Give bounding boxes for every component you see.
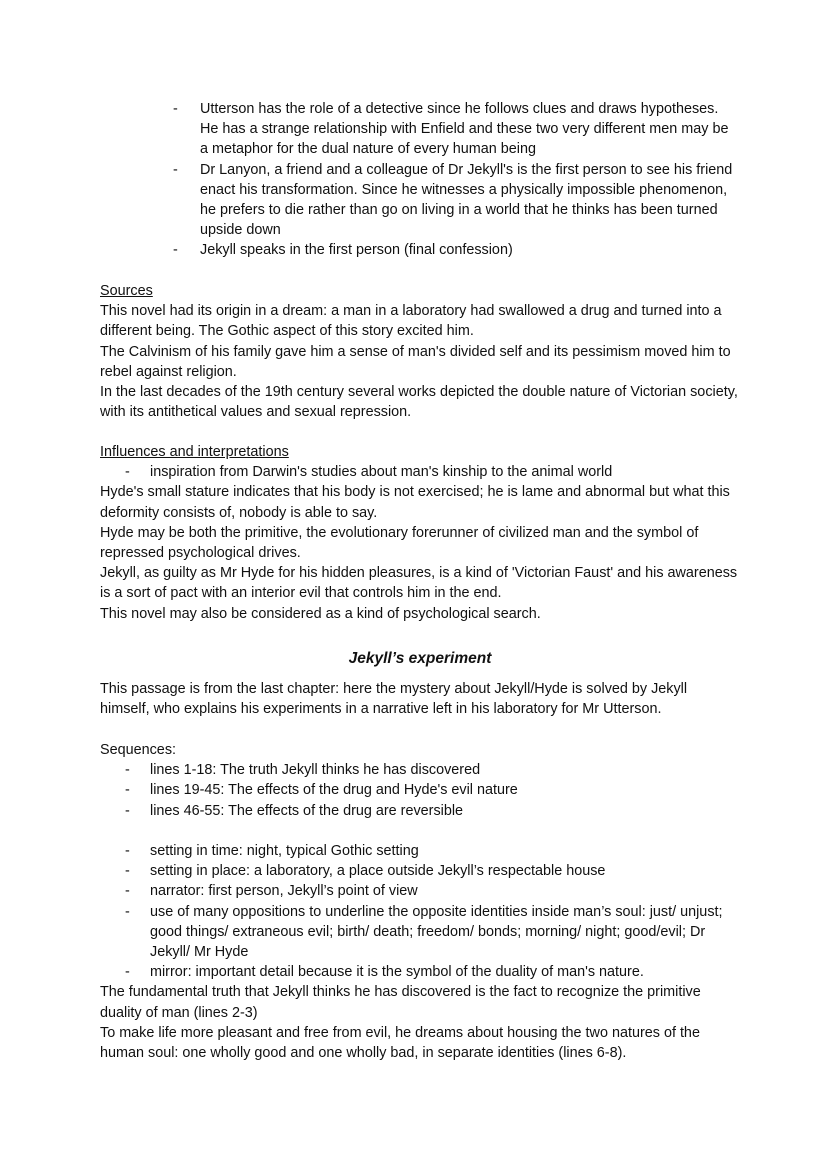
experiment-title-wrap <box>100 649 740 669</box>
list-item-text: narrator: first person, Jekyll’s point of view <box>150 883 418 900</box>
sources-paragraph: In the last decades of the 19th century several works depicted the double nature of Victorian society, with its antithetical values and sexual repression. <box>100 384 738 421</box>
list-item <box>100 760 740 780</box>
closing-paragraph: The fundamental truth that Jekyll thinks he has discovered is the fact to recognize the primitive duality of man (lines 2-3) <box>100 984 701 1021</box>
dash-bullet: - <box>125 762 130 779</box>
list-item <box>100 240 740 260</box>
list-item <box>100 462 740 482</box>
features-section <box>100 841 740 1063</box>
list-item <box>100 99 740 160</box>
list-item-text: Jekyll speaks in the first person (final confession) <box>200 242 513 259</box>
dash-bullet: - <box>173 161 178 178</box>
list-item-text: lines 46-55: The effects of the drug are reversible <box>150 802 464 819</box>
experiment-intro-paragraph: This passage is from the last chapter: here the mystery about Jekyll/Hyde is solved by Jekyll himself, who explains his experiments in a narrative left in his laboratory for Mr Utterson. <box>100 681 688 718</box>
list-item-text: setting in time: night, typical Gothic setting <box>150 843 419 859</box>
dash-bullet: - <box>173 101 178 117</box>
dash-bullet: - <box>173 242 178 259</box>
list-item <box>100 962 740 982</box>
dash-bullet: - <box>125 464 130 481</box>
list-item <box>100 780 740 800</box>
list-item-text: mirror: important detail because it is the symbol of the duality of man's nature. <box>150 964 644 981</box>
sources-paragraph: This novel had its origin in a dream: a man in a laboratory had swallowed a drug and turned into a different being. The Gothic aspect of this story excited him. <box>100 303 722 340</box>
list-item-text: lines 19-45: The effects of the drug and Hyde's evil nature <box>150 782 518 799</box>
list-item <box>100 861 740 881</box>
influences-section <box>100 442 740 624</box>
features-list <box>100 841 740 982</box>
dash-bullet: - <box>125 903 130 920</box>
list-item-text: Utterson has the role of a detective since he follows clues and draws hypotheses. He has a strange relationship with Enfield and these two very different men may be a metaphor for the dual nature of every human being <box>200 101 729 158</box>
influences-paragraph: This novel may also be considered as a kind of psychological search. <box>100 605 541 622</box>
list-item <box>100 841 740 861</box>
influences-list <box>100 462 740 482</box>
dash-bullet: - <box>125 863 130 880</box>
list-item <box>100 902 740 963</box>
sequences-label: Sequences: <box>100 742 177 758</box>
sources-paragraph: The Calvinism of his family gave him a sense of man's divided self and its pessimism moved him to rebel against religion. <box>100 343 731 380</box>
dash-bullet: - <box>125 964 130 981</box>
list-item <box>100 160 740 241</box>
influences-paragraph: Hyde's small stature indicates that his body is not exercised; he is lame and abnormal but what this deformity consists of, nobody is able to say. <box>100 484 730 521</box>
influences-paragraph: Hyde may be both the primitive, the evolutionary forerunner of civilized man and the symbol of repressed psychological drives. <box>100 524 699 562</box>
influences-paragraph: Jekyll, as guilty as Mr Hyde for his hidden pleasures, is a kind of 'Victorian Faust' and his awareness is a sort of pact with an interior evil that controls him in the end. <box>100 565 738 602</box>
sequences-list <box>100 760 740 821</box>
section-title: Jekyll’s experiment <box>348 650 492 667</box>
intro-list <box>100 99 740 261</box>
intro-section <box>100 99 740 261</box>
closing-paragraph: To make life more pleasant and free from evil, he dreams about housing the two natures of the human soul: one wholly good and one wholly bad, in separate identities (lines 6-8). <box>100 1024 700 1062</box>
dash-bullet: - <box>125 883 130 900</box>
influences-heading: Influences and interpretations <box>100 444 289 460</box>
list-item-text: setting in place: a laboratory, a place outside Jekyll’s respectable house <box>150 863 606 880</box>
list-item-text: use of many oppositions to underline the opposite identities inside man’s soul: just/ unjust; good things/ extraneous evil; birth/ death; freedom/ bonds; morning/ night; good/evil; Dr Jekyll/ Mr Hyde <box>150 903 723 961</box>
sequences-section <box>100 740 740 821</box>
dash-bullet: - <box>125 802 130 819</box>
list-item <box>100 881 740 901</box>
sources-heading: Sources <box>100 283 153 299</box>
experiment-intro <box>100 679 740 719</box>
list-item <box>100 801 740 821</box>
list-item-text: Dr Lanyon, a friend and a colleague of Dr Jekyll's is the first person to see his friend enact his transformation. Since he witnesses a physically impossible phenomenon, he prefers to die rather than go on living in a world that he thinks has been turned upside down <box>200 161 733 239</box>
dash-bullet: - <box>125 782 130 799</box>
sources-section <box>100 281 740 422</box>
list-item-text: inspiration from Darwin's studies about man's kinship to the animal world <box>150 464 613 481</box>
list-item-text: lines 1-18: The truth Jekyll thinks he has discovered <box>150 762 481 779</box>
dash-bullet: - <box>125 843 130 859</box>
